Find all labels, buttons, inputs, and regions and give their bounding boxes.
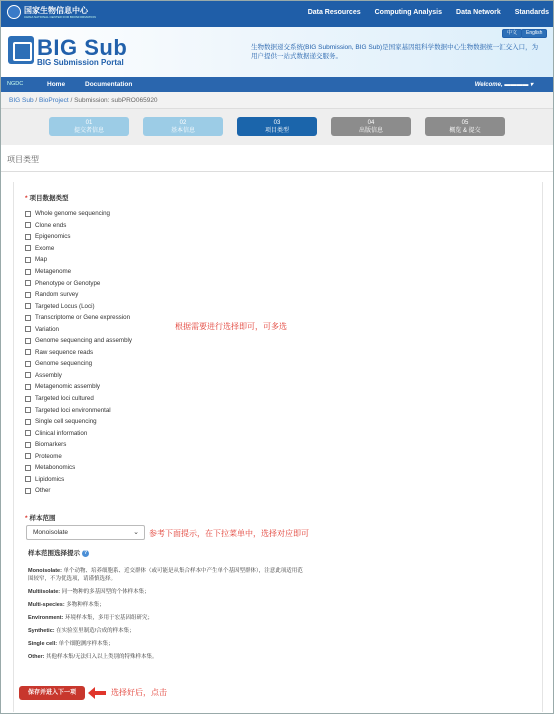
user-menu[interactable]: Welcome, ▬▬▬▬ ▾ [474,82,533,88]
checkbox-label: Raw sequence reads [35,348,94,356]
tip-title-text: 样本范围选择提示 [28,550,80,557]
sample-scope-selected-value: Monoisolate [33,529,69,536]
checkbox-label: Clinical information [35,429,88,437]
checkbox[interactable] [25,222,31,228]
breadcrumb [1,92,554,109]
checkbox[interactable] [25,280,31,286]
breadcrumb-submission: Submission: subPRO065920 [74,97,158,104]
checkbox-option[interactable] [25,450,132,462]
tip-key: Monoisolate: [28,568,62,574]
nav-computing-analysis[interactable]: Computing Analysis [374,9,443,16]
save-and-next-button[interactable]: 保存并进入下一项 [19,686,85,700]
top-bar [1,1,554,27]
main-navbar [1,77,554,92]
tip-text: 在实验室里制造/合成的样本集； [54,628,135,634]
org-subname: CHINA NATIONAL CENTER FOR BIOINFORMATION [24,14,96,19]
checkbox-label: Metagenomic assembly [35,383,100,391]
checkbox-option[interactable] [25,370,132,382]
checkbox-label: Whole genome sequencing [35,210,110,218]
required-mark: * [25,515,28,522]
checkbox-label: Targeted loci cultured [35,395,94,403]
step-overview-submit[interactable] [425,117,505,136]
checkbox-label: Targeted loci environmental [35,406,111,414]
breadcrumb-bioproject[interactable]: BioProject [39,97,69,104]
checkbox[interactable] [25,396,31,402]
checkbox-option[interactable] [25,439,132,451]
step-number: 01 [85,120,93,126]
checkbox-option[interactable] [25,404,132,416]
checkbox-option[interactable] [25,300,132,312]
checkbox-label: Transcriptome or Gene expression [35,314,131,322]
tip-text: 单个动物、培养细胞系、近交群体（或可能是从集合样本中产生单个基因型群体），注意此项适用范围较窄，不为优选项，请谨慎选择。 [28,568,303,582]
project-type-checkbox-list [25,208,132,497]
checkbox[interactable] [25,442,31,448]
checkbox-label: Metagenome [35,268,72,275]
checkbox[interactable] [25,488,31,494]
tip-text: 环境样本集，多用于宏基因组研究； [63,615,153,621]
checkbox[interactable] [25,257,31,263]
cncb-emblem-icon [7,5,21,19]
chevron-down-icon: ⌄ [133,529,139,536]
checkbox-option[interactable] [25,277,132,289]
checkbox[interactable] [25,384,31,390]
red-arrow-icon [87,685,107,701]
sample-scope-tips [28,567,308,666]
checkbox[interactable] [25,245,31,251]
tip-item [28,601,308,609]
checkbox[interactable] [25,269,31,275]
tip-item [28,567,308,583]
checkbox-label: Proteome [35,452,62,460]
section-divider [1,171,554,172]
step-wizard [1,109,554,145]
checkbox-option[interactable] [25,254,132,266]
tip-key: Synthetic: [28,628,55,634]
project-type-annotation: 根据需要进行选择即可，可多选 [175,322,287,331]
big-sub-logo-icon [8,36,34,64]
checkbox[interactable] [25,338,31,344]
checkbox-label: Single cell sequencing [35,418,97,426]
checkbox[interactable] [25,349,31,355]
site-description: 生物数据递交系统(BIG Submission, BIG Sub)是国家基因组科学数据中心生物数据统一汇交入口，为用户提供一站式数据递交服务。 [251,44,539,60]
site-title[interactable]: BIG Sub [37,35,128,60]
ngdc-link[interactable]: NGDC [7,81,24,87]
checkbox-label: Variation [35,325,59,333]
checkbox[interactable] [25,419,31,425]
nav-data-resources[interactable]: Data Resources [307,9,361,16]
nav-home[interactable]: Home [47,81,66,88]
checkbox[interactable] [25,315,31,321]
checkbox-label: Genome sequencing and assembly [35,337,132,345]
tip-text: 同一物种的多基因型的个体样本集； [60,589,150,595]
project-type-label-text: 项目数据类型 [29,195,69,202]
checkbox[interactable] [25,326,31,332]
step-submitter-info[interactable] [49,117,129,136]
checkbox[interactable] [25,234,31,240]
checkbox[interactable] [25,372,31,378]
checkbox-label: Genome sequencing [35,360,93,368]
sample-scope-label [25,513,56,522]
checkbox[interactable] [25,292,31,298]
checkbox-label: Phenotype or Genotype [35,279,101,287]
tip-item [28,588,308,596]
tip-text: 单个细胞测序样本集； [57,641,114,647]
checkbox-option[interactable] [25,485,132,497]
step-label: 基本信息 [170,128,195,134]
tip-item [28,627,308,635]
section-title: 项目类型 [7,155,39,164]
checkbox-label: Exome [35,244,55,252]
required-mark: * [25,195,28,202]
checkbox[interactable] [25,453,31,459]
checkbox-option[interactable] [25,358,132,370]
step-label: 提交者信息 [73,128,104,134]
tip-text: 多物种样本集； [64,602,105,608]
question-icon[interactable]: ? [83,549,88,556]
save-annotation: 选择好后，点击 [111,688,167,697]
checkbox[interactable] [25,211,31,217]
tip-item [28,614,308,622]
tip-item [28,653,308,661]
tip-item [28,640,308,648]
cncb-logo[interactable] [7,5,96,19]
breadcrumb-separator: / [35,97,38,104]
step-label: 概览 & 提交 [449,128,481,134]
step-number: 04 [367,120,375,126]
checkbox[interactable] [25,303,31,309]
breadcrumb-separator: / [70,97,73,104]
nav-data-network[interactable]: Data Network [456,9,501,16]
checkbox-option[interactable] [25,312,132,324]
site-subtitle: BIG Submission Portal [37,58,124,67]
project-type-label [25,193,69,202]
checkbox-option[interactable] [25,243,132,255]
checkbox-option[interactable] [25,220,132,232]
header-banner [1,27,554,77]
checkbox-option[interactable] [25,266,132,278]
tip-key: Single cell: [28,641,58,647]
org-name: 国家生物信息中心 [24,5,88,15]
step-number: 02 [179,120,187,126]
nav-standards[interactable]: Standards [514,9,549,16]
tip-key: Multi-species: [28,602,65,608]
tip-key: Multiisolate: [28,589,61,595]
tip-key: Environment: [28,615,64,621]
checkbox-option[interactable] [25,427,132,439]
checkbox-label: Lipidomics [35,475,65,483]
checkbox-option[interactable] [25,347,132,359]
step-publication-info[interactable] [331,117,411,136]
checkbox-option[interactable] [25,393,132,405]
step-basic-info[interactable] [143,117,223,136]
checkbox-option[interactable] [25,231,132,243]
checkbox-option[interactable] [25,323,132,335]
checkbox[interactable] [25,407,31,413]
checkbox-label: Targeted Locus (Loci) [35,302,95,310]
breadcrumb-big-sub[interactable]: BIG Sub [9,97,34,104]
checkbox-option[interactable] [25,462,132,474]
sample-scope-annotation: 参考下面提示，在下拉菜单中，选择对应即可 [149,529,309,538]
tip-text: 其他样本集/无法归入以上类别的特殊样本集。 [44,654,158,660]
checkbox[interactable] [25,430,31,436]
checkbox[interactable] [25,476,31,482]
checkbox-label: Assembly [35,371,62,379]
step-label: 出版信息 [358,128,383,134]
tip-key: Other: [28,654,45,660]
checkbox-option[interactable] [25,416,132,428]
checkbox-option[interactable] [25,381,132,393]
checkbox-option[interactable] [25,335,132,347]
step-label: 项目类型 [264,128,289,134]
sample-scope-tip-title [28,548,89,557]
checkbox-label: Other [35,487,51,495]
checkbox[interactable] [25,361,31,367]
step-number: 03 [273,120,281,126]
checkbox-option[interactable] [25,474,132,486]
sample-scope-label-text: 样本范围 [29,515,56,522]
checkbox-label: Metabonomics [35,464,76,472]
nav-documentation[interactable]: Documentation [85,81,133,88]
checkbox[interactable] [25,465,31,471]
lang-zh-button[interactable]: 中文 [502,29,522,38]
checkbox-label: Map [35,256,48,264]
checkbox-option[interactable] [25,289,132,301]
checkbox-label: Biomarkers [35,441,67,449]
lang-en-button[interactable]: English [521,29,547,38]
sample-scope-select[interactable] [26,525,145,540]
step-project-type[interactable] [237,117,317,136]
checkbox-label: Random survey [35,291,79,299]
checkbox-label: Clone ends [35,221,67,229]
checkbox-option[interactable] [25,208,132,220]
checkbox-label: Epigenomics [35,233,71,241]
step-number: 05 [461,120,469,126]
top-nav [308,9,549,16]
